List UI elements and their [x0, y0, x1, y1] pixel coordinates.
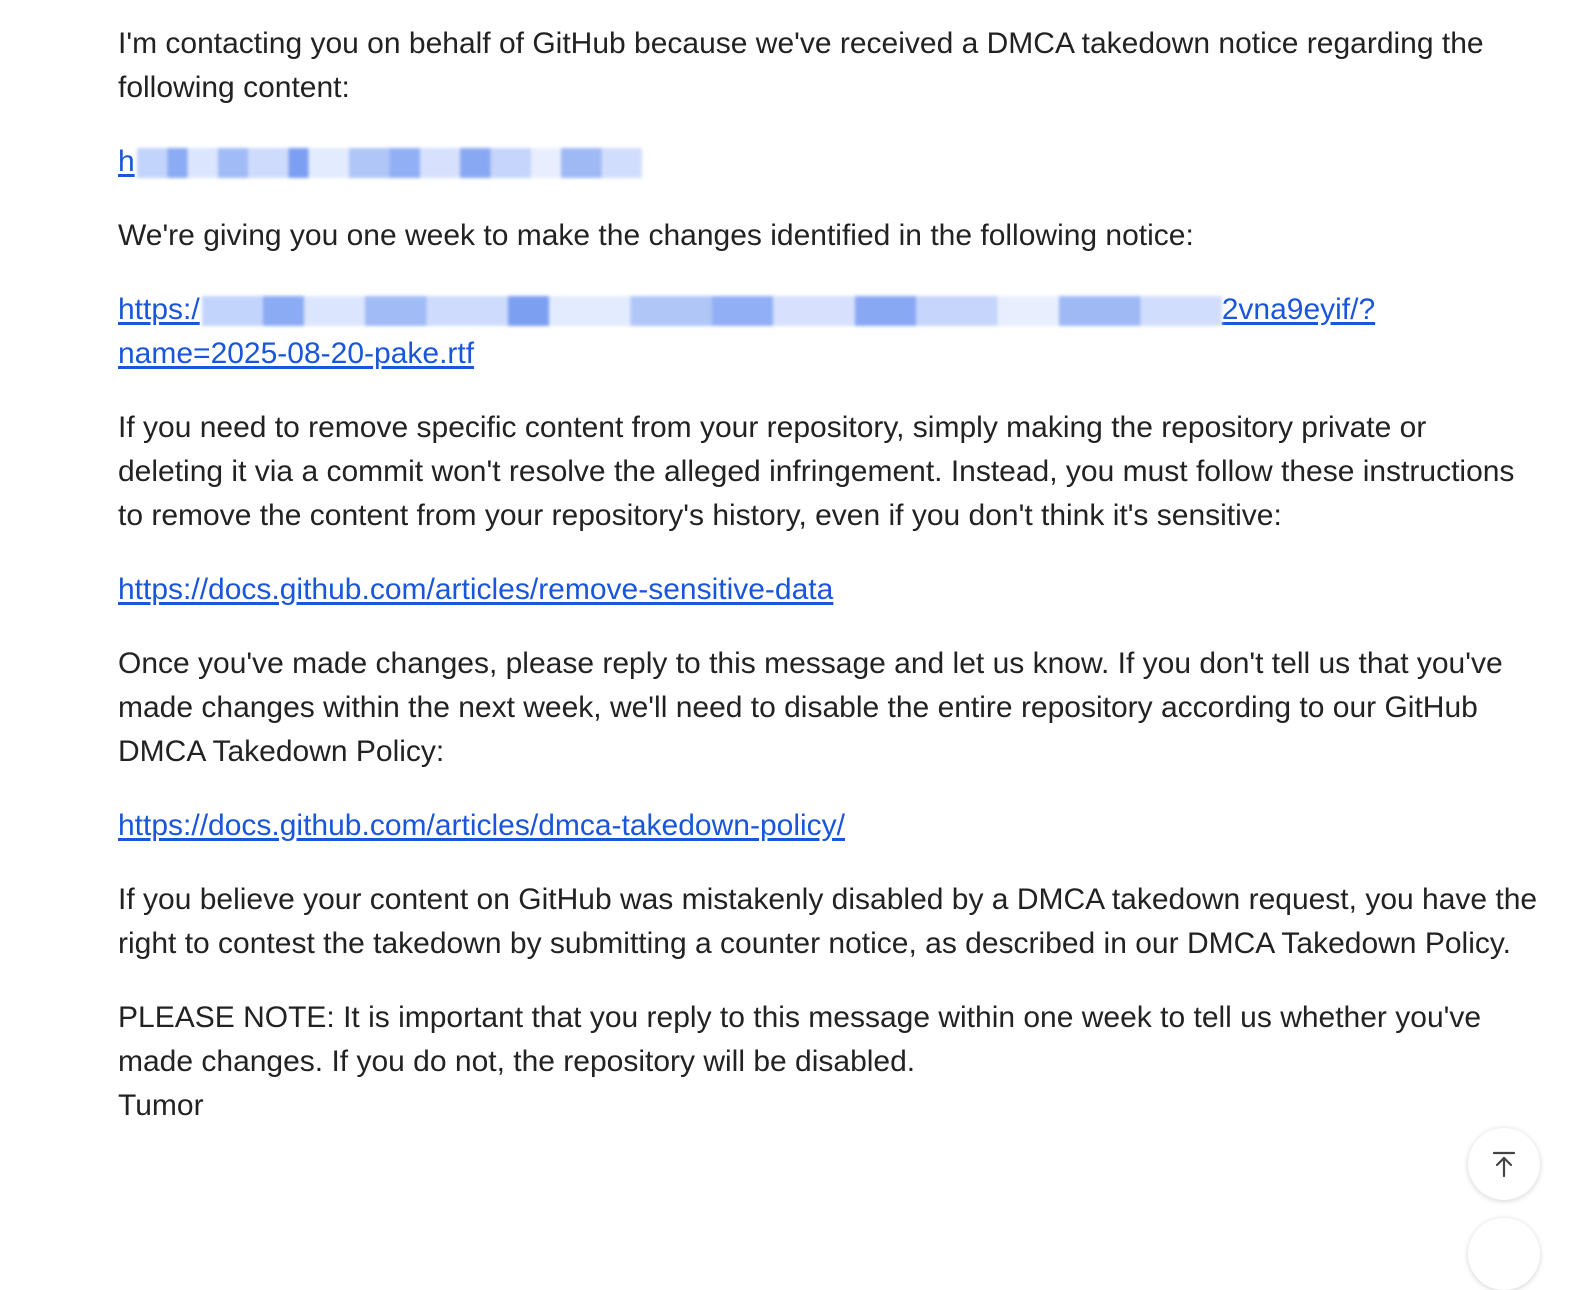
notice-link-prefix: https:/ [118, 293, 200, 326]
counter-notice-paragraph: If you believe your content on GitHub was mistakenly disabled by a DMCA takedown request, you have the right to contest the takedown by submitting a counter notice, as described in our DMCA Takedown Policy. [118, 883, 1538, 960]
sensitive-data-link[interactable]: https://docs.github.com/articles/remove-sensitive-data [118, 573, 834, 606]
policy-link-paragraph [118, 804, 1538, 848]
week-notice-paragraph: We're giving you one week to make the changes identified in the following notice: [118, 219, 1194, 252]
sensitive-data-link-paragraph [118, 568, 1538, 612]
notice-link-line2: name=2025-08-20-pake.rtf [118, 337, 475, 370]
arrow-up-to-top-icon [1489, 1149, 1519, 1179]
redaction-blur [137, 148, 642, 178]
content-link-prefix: h [118, 145, 135, 178]
please-note-paragraph: PLEASE NOTE: It is important that you reply to this message within one week to tell us whether you've made changes. If you do not, the repository will be disabled. [118, 1001, 1482, 1078]
remove-instructions-paragraph: If you need to remove specific content from your repository, simply making the repository private or deleting it via a commit won't resolve the alleged infringement. Instead, you must follow these instructions to remove the content from your repository's history, even if you don't think it's sensitive: [118, 411, 1515, 532]
floating-action-button[interactable] [1468, 1218, 1540, 1290]
notice-link[interactable] [118, 288, 1375, 376]
content-link-paragraph [118, 140, 1538, 184]
signature: Tumor [118, 1089, 204, 1122]
intro-paragraph: I'm contacting you on behalf of GitHub because we've received a DMCA takedown notice regarding the following content: [118, 27, 1484, 104]
notice-link-paragraph [118, 288, 1538, 376]
redacted-content-link[interactable] [118, 140, 642, 184]
redaction-blur [202, 296, 1222, 326]
reply-request-paragraph: Once you've made changes, please reply to this message and let us know. If you don't tell us that you've made changes within the next week, we'll need to disable the entire repository according to our GitHub DMCA Takedown Policy: [118, 647, 1503, 768]
notice-link-suffix: 2vna9eyif/? [1221, 293, 1376, 326]
email-body [118, 22, 1538, 1128]
dmca-policy-link[interactable]: https://docs.github.com/articles/dmca-takedown-policy/ [118, 809, 845, 842]
scroll-to-top-button[interactable] [1468, 1128, 1540, 1200]
